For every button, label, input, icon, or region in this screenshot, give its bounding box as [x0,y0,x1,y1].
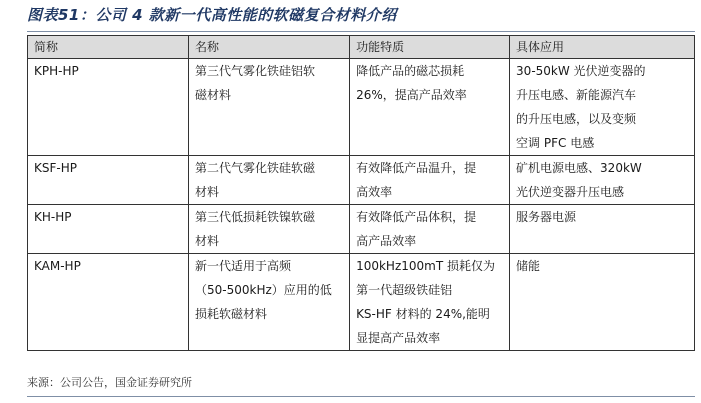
table-row [28,205,695,254]
cell-application [510,59,695,156]
cell-text-line: 材料 [195,234,220,248]
cell-text-line: 损耗软磁材料 [195,307,268,321]
cell-short-name [28,156,189,205]
bottom-divider [27,396,695,397]
cell-text-line: 空调 PFC 电感 [516,136,595,150]
header-feature: 功能特质 [350,36,510,59]
cell-text-line: 第三代气雾化铁硅铝软 [195,64,316,78]
cell-text-line: KPH-HP [34,64,79,78]
cell-name [189,254,350,351]
cell-feature [350,205,510,254]
cell-feature [350,59,510,156]
table-row [28,254,695,351]
cell-short-name [28,254,189,351]
cell-text-line: 显提高产品效率 [356,331,441,345]
header-application: 具体应用 [510,36,695,59]
cell-short-name [28,59,189,156]
cell-text-line: 第三代低损耗铁镍软磁 [195,210,316,224]
header-name: 名称 [189,36,350,59]
cell-text-line: 储能 [516,259,541,273]
cell-text-line: KS-HF 材料的 24%,能明 [356,307,490,321]
cell-text-line: 高效率 [356,185,393,199]
cell-text-line: 26%，提高产品效率 [356,88,467,102]
cell-text-line: （50-500kHz）应用的低 [195,283,332,297]
cell-name [189,59,350,156]
cell-text-line: 服务器电源 [516,210,577,224]
table-row [28,156,695,205]
cell-text-line: 矿机电源电感、320kW [516,161,642,175]
cell-text-line: 材料 [195,185,220,199]
cell-text-line: KH-HP [34,210,72,224]
source-note: 来源：公司公告，国金证券研究所 [27,376,192,389]
top-divider [27,31,695,32]
cell-application [510,156,695,205]
header-short-name: 简称 [28,36,189,59]
table-row [28,59,695,156]
cell-text-line: 的升压电感，以及变频 [516,112,637,126]
cell-text-line: 升压电感、新能源汽车 [516,88,637,102]
cell-text-line: 第一代超级铁硅铝 [356,283,453,297]
cell-text-line: 第二代气雾化铁硅软磁 [195,161,316,175]
cell-text-line: 降低产品的磁芯损耗 [356,64,465,78]
cell-application [510,205,695,254]
table-header-row [28,36,695,59]
materials-table [27,35,695,351]
cell-application [510,254,695,351]
cell-feature [350,254,510,351]
cell-short-name [28,205,189,254]
cell-text-line: 光伏逆变器升压电感 [516,185,625,199]
figure-title: 图表51：公司 4 款新一代高性能的软磁复合材料介绍 [27,6,397,24]
cell-text-line: 30-50kW 光伏逆变器的 [516,64,646,78]
cell-text-line: 有效降低产品温升，提 [356,161,477,175]
cell-text-line: 新一代适用于高频 [195,259,292,273]
table-body [28,59,695,351]
cell-text-line: KAM-HP [34,259,81,273]
cell-feature [350,156,510,205]
cell-text-line: 磁材料 [195,88,232,102]
cell-text-line: KSF-HP [34,161,77,175]
cell-text-line: 高产品效率 [356,234,417,248]
cell-name [189,205,350,254]
cell-name [189,156,350,205]
cell-text-line: 有效降低产品体积，提 [356,210,477,224]
cell-text-line: 100kHz100mT 损耗仅为 [356,259,495,273]
